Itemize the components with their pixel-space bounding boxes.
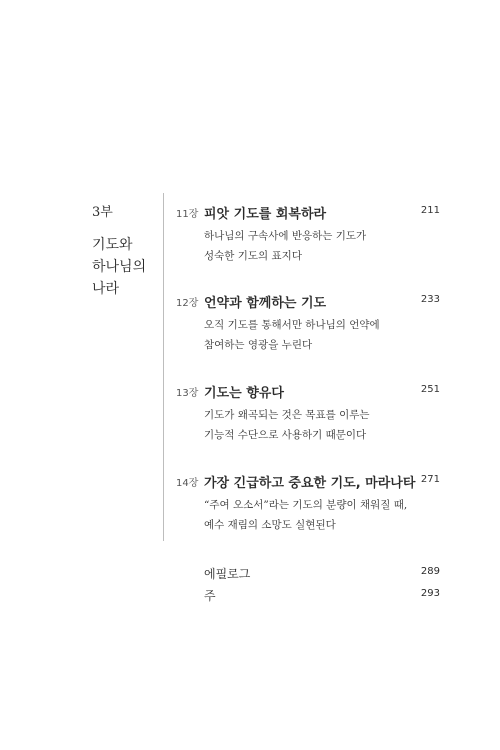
chapter-subtitle xyxy=(204,405,370,445)
chapter-subtitle xyxy=(204,226,366,266)
subtitle-line: 기능적 수단으로 사용하기 때문이다 xyxy=(204,429,367,441)
chapter-title: 언약과 함께하는 기도 xyxy=(204,296,327,311)
vertical-divider xyxy=(163,193,164,541)
chapter-number: 13장 xyxy=(176,388,199,399)
chapter-page: 251 xyxy=(420,384,440,395)
end-matter-label: 주 xyxy=(204,589,216,603)
subtitle-line: 하나님의 구속사에 반응하는 기도가 xyxy=(204,230,367,242)
chapter-page: 233 xyxy=(420,294,440,305)
part-title-line: 기도와 xyxy=(92,237,133,253)
chapter-title: 기도는 향유다 xyxy=(204,386,284,401)
end-matter-label: 에필로그 xyxy=(204,567,251,581)
end-matter-page: 289 xyxy=(420,566,440,577)
subtitle-line: “주여 오소서”라는 기도의 분량이 채워질 때, xyxy=(204,499,408,511)
part-title-line: 하나님의 xyxy=(92,259,147,275)
part-number: 3부 xyxy=(92,205,113,220)
chapter-title: 피앗 기도를 회복하라 xyxy=(204,207,327,222)
subtitle-line: 참여하는 영광을 누린다 xyxy=(204,339,313,351)
subtitle-line: 오직 기도를 통해서만 하나님의 언약에 xyxy=(204,319,380,331)
chapter-subtitle xyxy=(204,495,407,535)
subtitle-line: 예수 재림의 소망도 실현된다 xyxy=(204,519,336,531)
subtitle-line: 성숙한 기도의 표지다 xyxy=(204,250,302,262)
chapter-title: 가장 긴급하고 중요한 기도, 마라나타 xyxy=(204,476,416,491)
chapter-page: 211 xyxy=(420,205,440,216)
part-title-line: 나라 xyxy=(92,281,120,297)
subtitle-line: 기도가 왜곡되는 것은 목표를 이루는 xyxy=(204,409,370,421)
chapter-number: 11장 xyxy=(176,209,199,220)
part-title xyxy=(92,234,162,300)
end-matter-page: 293 xyxy=(420,588,440,599)
chapter-subtitle xyxy=(204,315,380,355)
chapter-page: 271 xyxy=(420,474,440,485)
chapter-number: 12장 xyxy=(176,298,199,309)
chapter-number: 14장 xyxy=(176,478,199,489)
